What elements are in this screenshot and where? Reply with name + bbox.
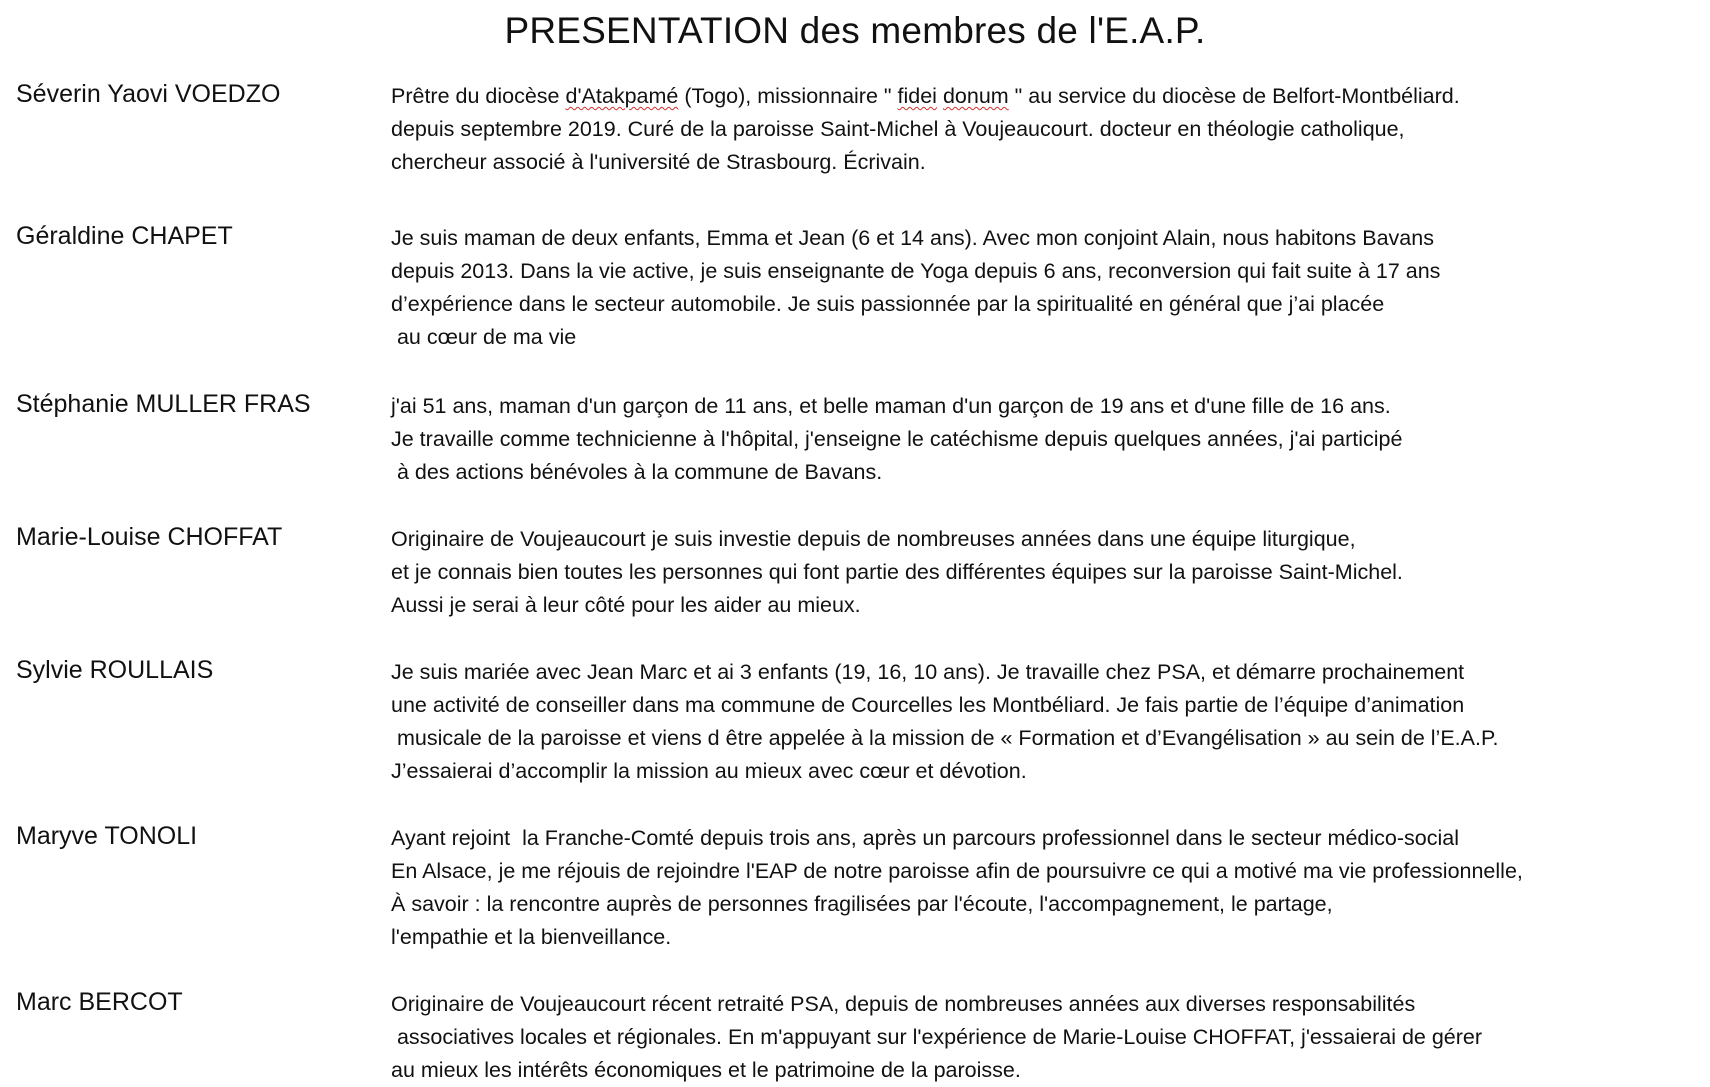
page-title: PRESENTATION des membres de l'E.A.P. [504, 10, 1206, 51]
description-line: À savoir : la rencontre auprès de personnes fragilisées par l'écoute, l'accompagnement, le partage, [391, 892, 1333, 916]
description-line: J’essaierai d’accomplir la mission au mieux avec cœur et dévotion. [391, 759, 1027, 783]
description-line: Ayant rejoint la Franche-Comté depuis trois ans, après un parcours professionnel dans le secteur médico-social [391, 826, 1459, 850]
member-name: Sylvie ROULLAIS [16, 656, 214, 684]
description-line: chercheur associé à l'université de Strasbourg. Écrivain. [391, 150, 926, 174]
description-line: Aussi je serai à leur côté pour les aider au mieux. [391, 593, 861, 617]
member-name: Stéphanie MULLER FRAS [16, 390, 311, 418]
member-description [391, 656, 1709, 788]
description-line: En Alsace, je me réjouis de rejoindre l'EAP de notre paroisse afin de poursuivre ce qui a motivé ma vie professionnelle, [391, 859, 1523, 883]
member-description [391, 222, 1709, 354]
description-line: au mieux les intérêts économiques et le patrimoine de la paroisse. [391, 1058, 1021, 1082]
description-line: depuis septembre 2019. Curé de la paroisse Saint-Michel à Voujeaucourt. docteur en théologie catholique, [391, 117, 1405, 141]
member-name: Marc BERCOT [16, 988, 183, 1016]
description-line: musicale de la paroisse et viens d être appelée à la mission de « Formation et d’Evangélisation » au sein de l’E.A.P. [391, 726, 1499, 750]
description-line: d’expérience dans le secteur automobile. Je suis passionnée par la spiritualité en général que j’ai placée [391, 292, 1385, 316]
description-line: Originaire de Voujeaucourt je suis investie depuis de nombreuses années dans une équipe liturgique, [391, 527, 1356, 551]
member-description [391, 822, 1709, 954]
member-name: Marie-Louise CHOFFAT [16, 523, 283, 551]
description-line: l'empathie et la bienveillance. [391, 925, 672, 949]
member-description [391, 80, 1709, 179]
member-description [391, 988, 1709, 1087]
description-line: une activité de conseiller dans ma commune de Courcelles les Montbéliard. Je fais partie de l’équipe d’animation [391, 693, 1465, 717]
member-name: Séverin Yaovi VOEDZO [16, 80, 281, 108]
member-name: Géraldine CHAPET [16, 222, 233, 250]
description-line: Originaire de Voujeaucourt récent retraité PSA, depuis de nombreuses années aux diverses responsabilités [391, 992, 1416, 1016]
description-line: Je suis maman de deux enfants, Emma et Jean (6 et 14 ans). Avec mon conjoint Alain, nous habitons Bavans [391, 226, 1434, 250]
description-line: Je suis mariée avec Jean Marc et ai 3 enfants (19, 16, 10 ans). Je travaille chez PSA, et démarre prochainement [391, 660, 1465, 684]
description-line: Je travaille comme technicienne à l'hôpital, j'enseigne le catéchisme depuis quelques années, j'ai participé [391, 427, 1403, 451]
description-line: et je connais bien toutes les personnes qui font partie des différentes équipes sur la paroisse Saint-Michel. [391, 560, 1403, 584]
description-line: au cœur de ma vie [391, 325, 577, 349]
description-line: associatives locales et régionales. En m'appuyant sur l'expérience de Marie-Louise CHOFFAT, j'essaierai de gérer [391, 1025, 1483, 1049]
description-line: à des actions bénévoles à la commune de Bavans. [391, 460, 883, 484]
member-description [391, 523, 1709, 622]
member-description [391, 390, 1709, 489]
description-line: j'ai 51 ans, maman d'un garçon de 11 ans, et belle maman d'un garçon de 19 ans et d'une fille de 16 ans. [391, 394, 1391, 418]
description-line: Prêtre du diocèse d'Atakpamé (Togo), missionnaire " fidei donum " au service du diocèse de Belfort-Montbéliard. [391, 84, 1460, 108]
member-name: Maryve TONOLI [16, 822, 198, 850]
description-line: depuis 2013. Dans la vie active, je suis enseignante de Yoga depuis 6 ans, reconversion qui fait suite à 17 ans [391, 259, 1441, 283]
